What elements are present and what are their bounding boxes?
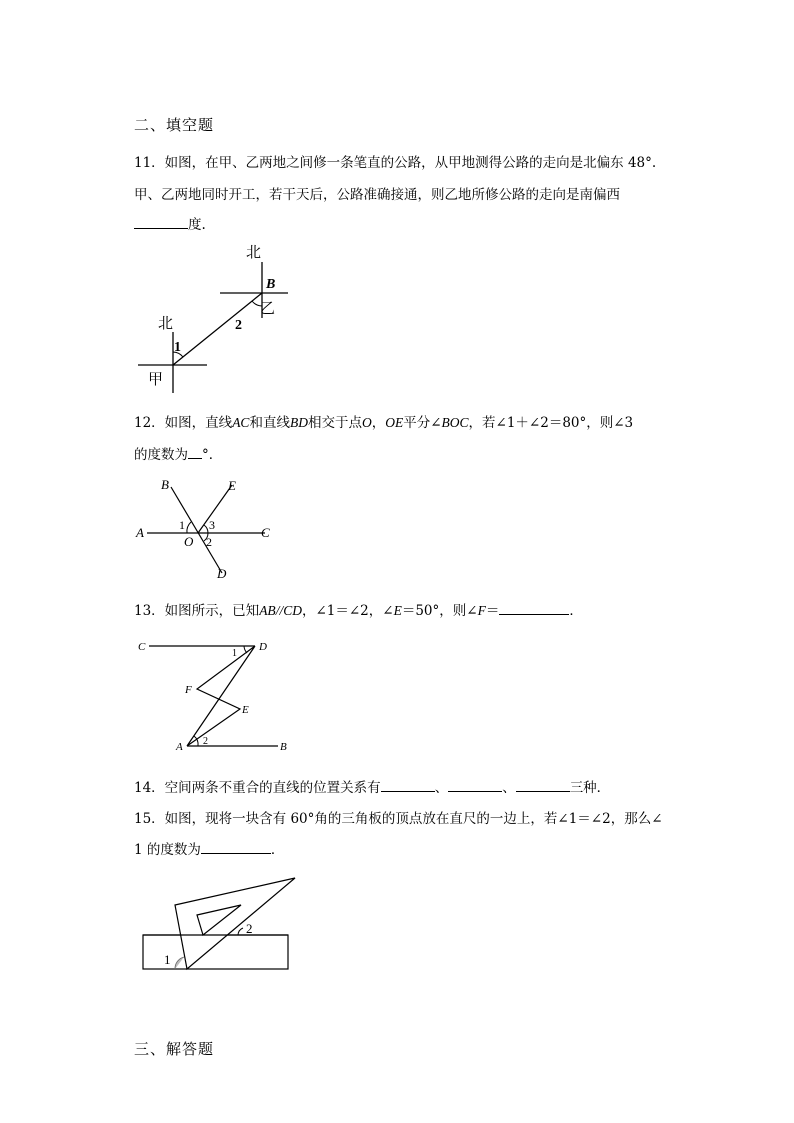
q12-label-a: A [136, 525, 144, 540]
q12-text-f: ，若∠1＋∠2＝80°，则∠3 [468, 415, 634, 431]
q15-line2-b: ． [270, 842, 285, 858]
q11-road-line [173, 293, 262, 365]
q11-north-top: 北 [246, 245, 262, 261]
q12-line2-b: °． [202, 447, 223, 463]
q12-text-a: 12．如图，直线 [134, 415, 233, 431]
q13-label-e: E [242, 704, 249, 716]
q12-o: O [361, 415, 372, 430]
q14-line [134, 776, 610, 796]
q12-oe: OE [385, 415, 404, 430]
q11-north-bottom: 北 [158, 316, 174, 332]
q12-ac: AC [232, 415, 250, 430]
q13-figure [130, 630, 300, 760]
q11-label-jia: 甲 [148, 372, 164, 388]
q12-label-e: E [228, 478, 236, 493]
q12-bd: BD [289, 415, 308, 430]
q12-angle3-label: 3 [209, 518, 215, 532]
q13-angle1-arc [244, 646, 247, 653]
q13-cd: CD [283, 603, 302, 618]
q13-label-c: C [138, 641, 146, 653]
q12-label-o: O [184, 534, 194, 549]
q13-text-c: ＝50°，则∠ [401, 603, 478, 619]
q12-angle1-arc [187, 522, 191, 533]
q11-line3 [134, 213, 206, 233]
q14-text-b: 三种． [569, 780, 611, 796]
q14-text-a: 14．空间两条不重合的直线的位置关系有 [134, 780, 381, 796]
q13-line [134, 599, 583, 619]
q15-triangle-outer [175, 878, 295, 969]
q13-text-d: ＝ [485, 603, 500, 619]
q15-line2-a: 1 的度数为 [134, 842, 201, 858]
q11-angle2-label: 2 [235, 318, 242, 333]
q13-angle1-label: 1 [232, 648, 237, 659]
q12-angle3-arc [204, 525, 208, 533]
q13-f: F [477, 603, 486, 618]
q12-angle2-label: 2 [206, 535, 212, 549]
q11-angle1-label: 1 [174, 340, 181, 355]
q12-figure [130, 470, 280, 582]
q12-angle1-label: 1 [179, 518, 185, 532]
q14-sep1: 、 [434, 780, 449, 796]
q13-text-b: ，∠1＝∠2，∠ [301, 603, 394, 619]
q12-text-b: 和直线 [249, 415, 290, 431]
q12-boc: BOC [441, 415, 469, 430]
q15-line2 [134, 838, 284, 858]
q12-text-d: ， [371, 415, 386, 431]
q14-blank-1[interactable] [381, 777, 435, 792]
q14-sep2: 、 [502, 780, 516, 796]
section-title-fill-in: 二、填空题 [134, 116, 215, 134]
q13-label-b: B [280, 741, 287, 753]
q12-answer-blank[interactable] [188, 444, 202, 459]
q13-angle2-label: 2 [203, 736, 208, 747]
section-title-answer: 三、解答题 [134, 1040, 215, 1058]
q13-e: E [393, 603, 402, 618]
q11-suffix: 度. [188, 217, 206, 233]
q13-ab: AB [259, 603, 276, 618]
q13-text-e: ． [569, 603, 583, 619]
q14-blank-2[interactable] [448, 777, 502, 792]
q12-ray-oe [198, 485, 232, 533]
q12-line1 [134, 411, 633, 431]
q13-parallel: // [275, 603, 284, 618]
q15-answer-blank[interactable] [201, 839, 271, 854]
q12-label-c: C [261, 525, 270, 540]
q13-zigzag [187, 646, 255, 746]
q11-line1: 11．如图，在甲、乙两地之间修一条笔直的公路，从甲地测得公路的走向是北偏东 48°. [134, 155, 657, 171]
q12-label-b: B [161, 477, 169, 492]
q13-text-a: 13．如图所示，已知 [134, 603, 260, 619]
q15-angle1-arc [175, 957, 184, 969]
q11-answer-blank[interactable] [134, 214, 188, 229]
q12-line2 [134, 443, 222, 463]
q11-figure [130, 240, 300, 395]
q15-angle2-label: 2 [246, 921, 253, 936]
q15-figure [135, 872, 305, 977]
q14-blank-3[interactable] [516, 777, 570, 792]
q11-label-yi: 乙 [260, 301, 276, 317]
q11-label-b: B [266, 277, 276, 292]
q15-line1: 15．如图，现将一块含有 60°角的三角板的顶点放在直尺的一边上，若∠1＝∠2，那么∠ [134, 811, 663, 827]
q15-angle1-label: 1 [164, 952, 171, 967]
q12-label-d: D [217, 566, 227, 581]
q13-label-d: D [259, 641, 267, 653]
q13-label-a: A [176, 741, 183, 753]
q12-text-c: 相交于点 [307, 415, 362, 431]
q13-answer-blank[interactable] [499, 600, 569, 615]
q15-angle2-arc [238, 928, 243, 935]
q11-line2: 甲、乙两地同时开工，若干天后，公路准确接通，则乙地所修公路的走向是南偏西 [134, 187, 620, 203]
q12-line2-a: 的度数为 [134, 447, 188, 463]
q13-label-f: F [185, 684, 192, 696]
q12-text-e: 平分∠ [403, 415, 442, 431]
